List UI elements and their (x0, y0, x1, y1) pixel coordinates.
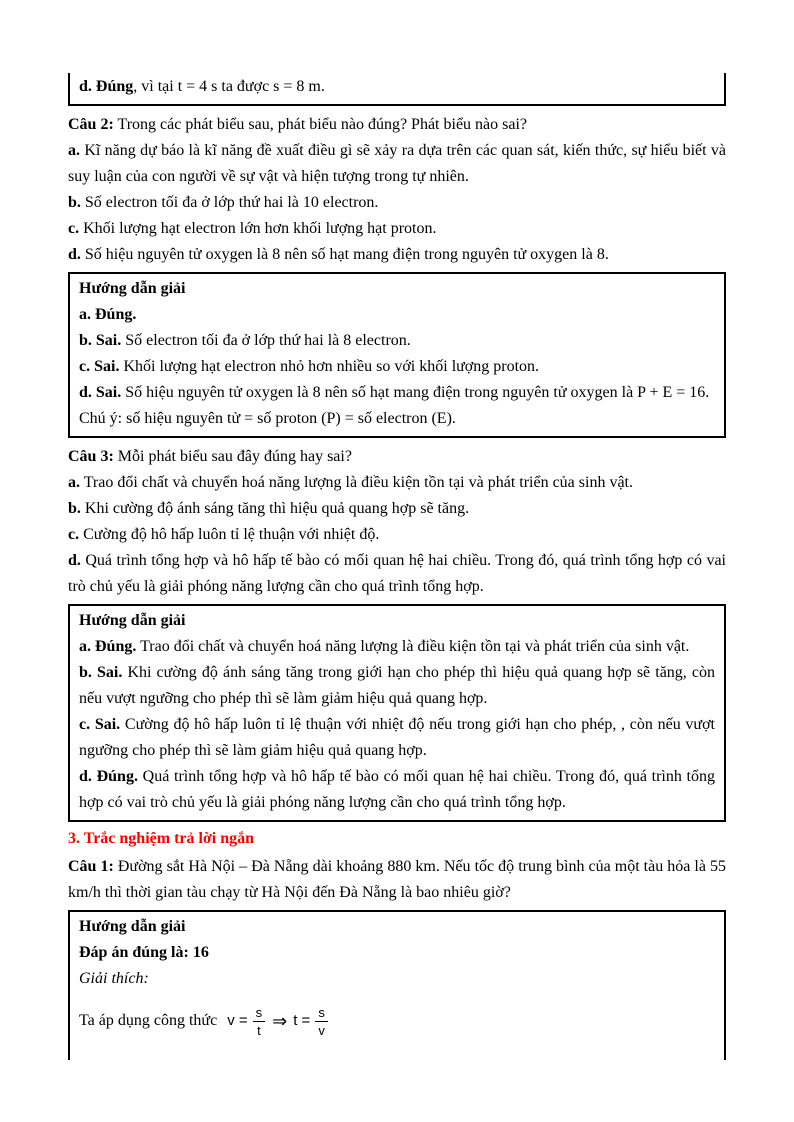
solution-2-line-a-label: a. Đúng. (79, 306, 137, 323)
question-2-title (68, 112, 726, 138)
solution-3-line-a-text: Trao đổi chất và chuyển hoá năng lượng là điều kiện tồn tại và phát triển của sinh vật. (136, 638, 690, 655)
solution-line-d-text: , vì tại t = 4 s ta được s = 8 m. (133, 78, 325, 95)
solution-2-note-text: Chú ý: số hiệu nguyên tử = số proton (P) = số electron (E). (79, 410, 456, 427)
question-3-option-b-label: b. (68, 500, 81, 517)
solution-box-previous (68, 73, 726, 106)
question-2-text: Trong các phát biểu sau, phát biểu nào đúng? Phát biểu nào sai? (113, 116, 528, 133)
fraction-numerator: s (315, 1005, 328, 1022)
section-3-heading: 3. Trắc nghiệm trả lời ngắn (68, 830, 255, 847)
solution-3-line-c (79, 712, 715, 764)
question-3-option-d-label: d. (68, 552, 81, 569)
question-3-block (68, 444, 726, 600)
solution-3-line-d (79, 764, 715, 816)
solution-box-short-answer-1 (68, 910, 726, 1060)
solution-box-question-2 (68, 272, 726, 438)
question-2-option-a-label: a. (68, 142, 80, 159)
formula-lead-text: Ta áp dụng công thức (79, 1012, 218, 1029)
solution-2-line-c-label: c. Sai. (79, 358, 120, 375)
solution-3-line-b (79, 660, 715, 712)
question-2-option-a-text: Kĩ năng dự báo là kĩ năng đề xuất điều gì sẽ xảy ra dựa trên các quan sát, kiến thức, sự hiểu biết và suy luận của con người về sự vật và hiện tượng trong tự nhiên. (68, 142, 726, 185)
solution-2-heading (79, 276, 715, 302)
solution-3-line-d-label: d. Đúng. (79, 768, 138, 785)
question-3-label: Câu 3: (68, 448, 114, 465)
question-2-option-c (68, 216, 726, 242)
solution-3-heading (79, 608, 715, 634)
question-3-option-c-text: Cường độ hô hấp luôn tỉ lệ thuận với nhiệt độ. (79, 526, 380, 543)
formula-v-equals: v = (227, 1012, 248, 1029)
question-3-title (68, 444, 726, 470)
question-2-option-c-label: c. (68, 220, 80, 237)
question-3-option-b (68, 496, 726, 522)
implies-arrow-icon: ⇒ (272, 1011, 288, 1031)
solution-line-d-label: d. Đúng (79, 78, 134, 95)
solution-2-line-c (79, 354, 715, 380)
question-3-option-a (68, 470, 726, 496)
solution-3-line-c-text: Cường độ hô hấp luôn tỉ lệ thuận với nhiệt độ nếu trong giới hạn cho phép, , còn nếu vượt ngưỡng cho phép thì sẽ làm giảm hiệu quả quang hợp. (79, 716, 716, 759)
solution-3-line-a (79, 634, 715, 660)
formula-t-equals: t = (293, 1012, 311, 1029)
solution-3-line-b-label: b. Sai. (79, 664, 123, 681)
solution-2-line-b (79, 328, 715, 354)
question-3-option-c-label: c. (68, 526, 80, 543)
question-2-option-d-label: d. (68, 246, 81, 263)
question-2-option-d-text: Số hiệu nguyên tử oxygen là 8 nên số hạt mang điện trong nguyên tử oxygen là 8. (80, 246, 609, 263)
solution-sa1-explain-label: Giải thích: (79, 970, 149, 987)
question-3-option-d-text: Quá trình tổng hợp và hô hấp tế bào có mối quan hệ hai chiều. Trong đó, quá trình tổng hợp có vai trò chủ yếu là giải phóng năng lượng cần cho quá trình tổng hợp. (68, 552, 726, 595)
fraction-s-over-v (315, 1005, 328, 1038)
solution-2-line-d (79, 380, 715, 406)
short-answer-question-1 (68, 854, 726, 906)
solution-2-note (79, 406, 715, 432)
question-2-block (68, 112, 726, 268)
solution-box-question-3 (68, 604, 726, 822)
fraction-s-over-t (253, 1005, 266, 1038)
solution-3-line-b-text: Khi cường độ ánh sáng tăng trong giới hạn cho phép thì hiệu quả quang hợp sẽ tăng, còn nếu vượt ngưỡng cho phép thì sẽ làm giảm hiệu quả quang hợp. (79, 664, 715, 707)
fraction-denominator: v (318, 1022, 325, 1038)
question-3-option-d (68, 548, 726, 600)
solution-2-line-b-text: Số electron tối đa ở lớp thứ hai là 8 electron. (121, 332, 411, 349)
solution-3-heading-text: Hướng dẫn giải (79, 612, 186, 629)
solution-3-line-a-label: a. Đúng. (79, 638, 137, 655)
question-2-option-b-label: b. (68, 194, 81, 211)
question-2-option-a (68, 138, 726, 190)
question-3-option-a-text: Trao đổi chất và chuyển hoá năng lượng là điều kiện tồn tại và phát triển của sinh vật. (80, 474, 633, 491)
question-3-option-b-text: Khi cường độ ánh sáng tăng thì hiệu quả quang hợp sẽ tăng. (80, 500, 470, 517)
solution-3-line-c-label: c. Sai. (79, 716, 121, 733)
velocity-formula-equation (225, 1005, 331, 1038)
fraction-denominator: t (257, 1022, 261, 1038)
solution-2-line-a (79, 302, 715, 328)
solution-sa1-heading (79, 914, 715, 940)
short-answer-question-1-text: Đường sắt Hà Nội – Đà Nẵng dài khoảng 880 km. Nếu tốc độ trung bình của một tàu hỏa là 55 km/h thì thời gian tàu chạy từ Hà Nội đến Đà Nẵng là bao nhiêu giờ? (68, 858, 727, 901)
question-2-option-c-text: Khối lượng hạt electron lớn hơn khối lượng hạt proton. (79, 220, 437, 237)
solution-2-line-c-text: Khối lượng hạt electron nhỏ hơn nhiều so với khối lượng proton. (119, 358, 540, 375)
solution-line-d (79, 74, 715, 100)
solution-sa1-answer-text: Đáp án đúng là: 16 (79, 944, 209, 961)
fraction-numerator: s (253, 1005, 266, 1022)
solution-2-line-d-text: Số hiệu nguyên tử oxygen là 8 nên số hạt mang điện trong nguyên tử oxygen là P + E = 16. (121, 384, 710, 401)
solution-2-line-d-label: d. Sai. (79, 384, 122, 401)
solution-2-line-b-label: b. Sai. (79, 332, 122, 349)
solution-2-heading-text: Hướng dẫn giải (79, 280, 186, 297)
solution-sa1-answer (79, 940, 715, 966)
solution-sa1-heading-text: Hướng dẫn giải (79, 918, 186, 935)
question-2-option-b (68, 190, 726, 216)
question-3-option-c (68, 522, 726, 548)
question-3-option-a-label: a. (68, 474, 80, 491)
question-2-label: Câu 2: (68, 116, 114, 133)
question-2-option-b-text: Số electron tối đa ở lớp thứ hai là 10 electron. (80, 194, 379, 211)
solution-sa1-formula (79, 998, 715, 1044)
solution-3-line-d-text: Quá trình tổng hợp và hô hấp tế bào có mối quan hệ hai chiều. Trong đó, quá trình tổng hợp có vai trò chủ yếu là giải phóng năng lượng cần cho quá trình tổng hợp. (79, 768, 715, 811)
question-2-option-d (68, 242, 726, 268)
question-3-text: Mỗi phát biểu sau đây đúng hay sai? (113, 448, 352, 465)
short-answer-question-1-label: Câu 1: (68, 858, 114, 875)
